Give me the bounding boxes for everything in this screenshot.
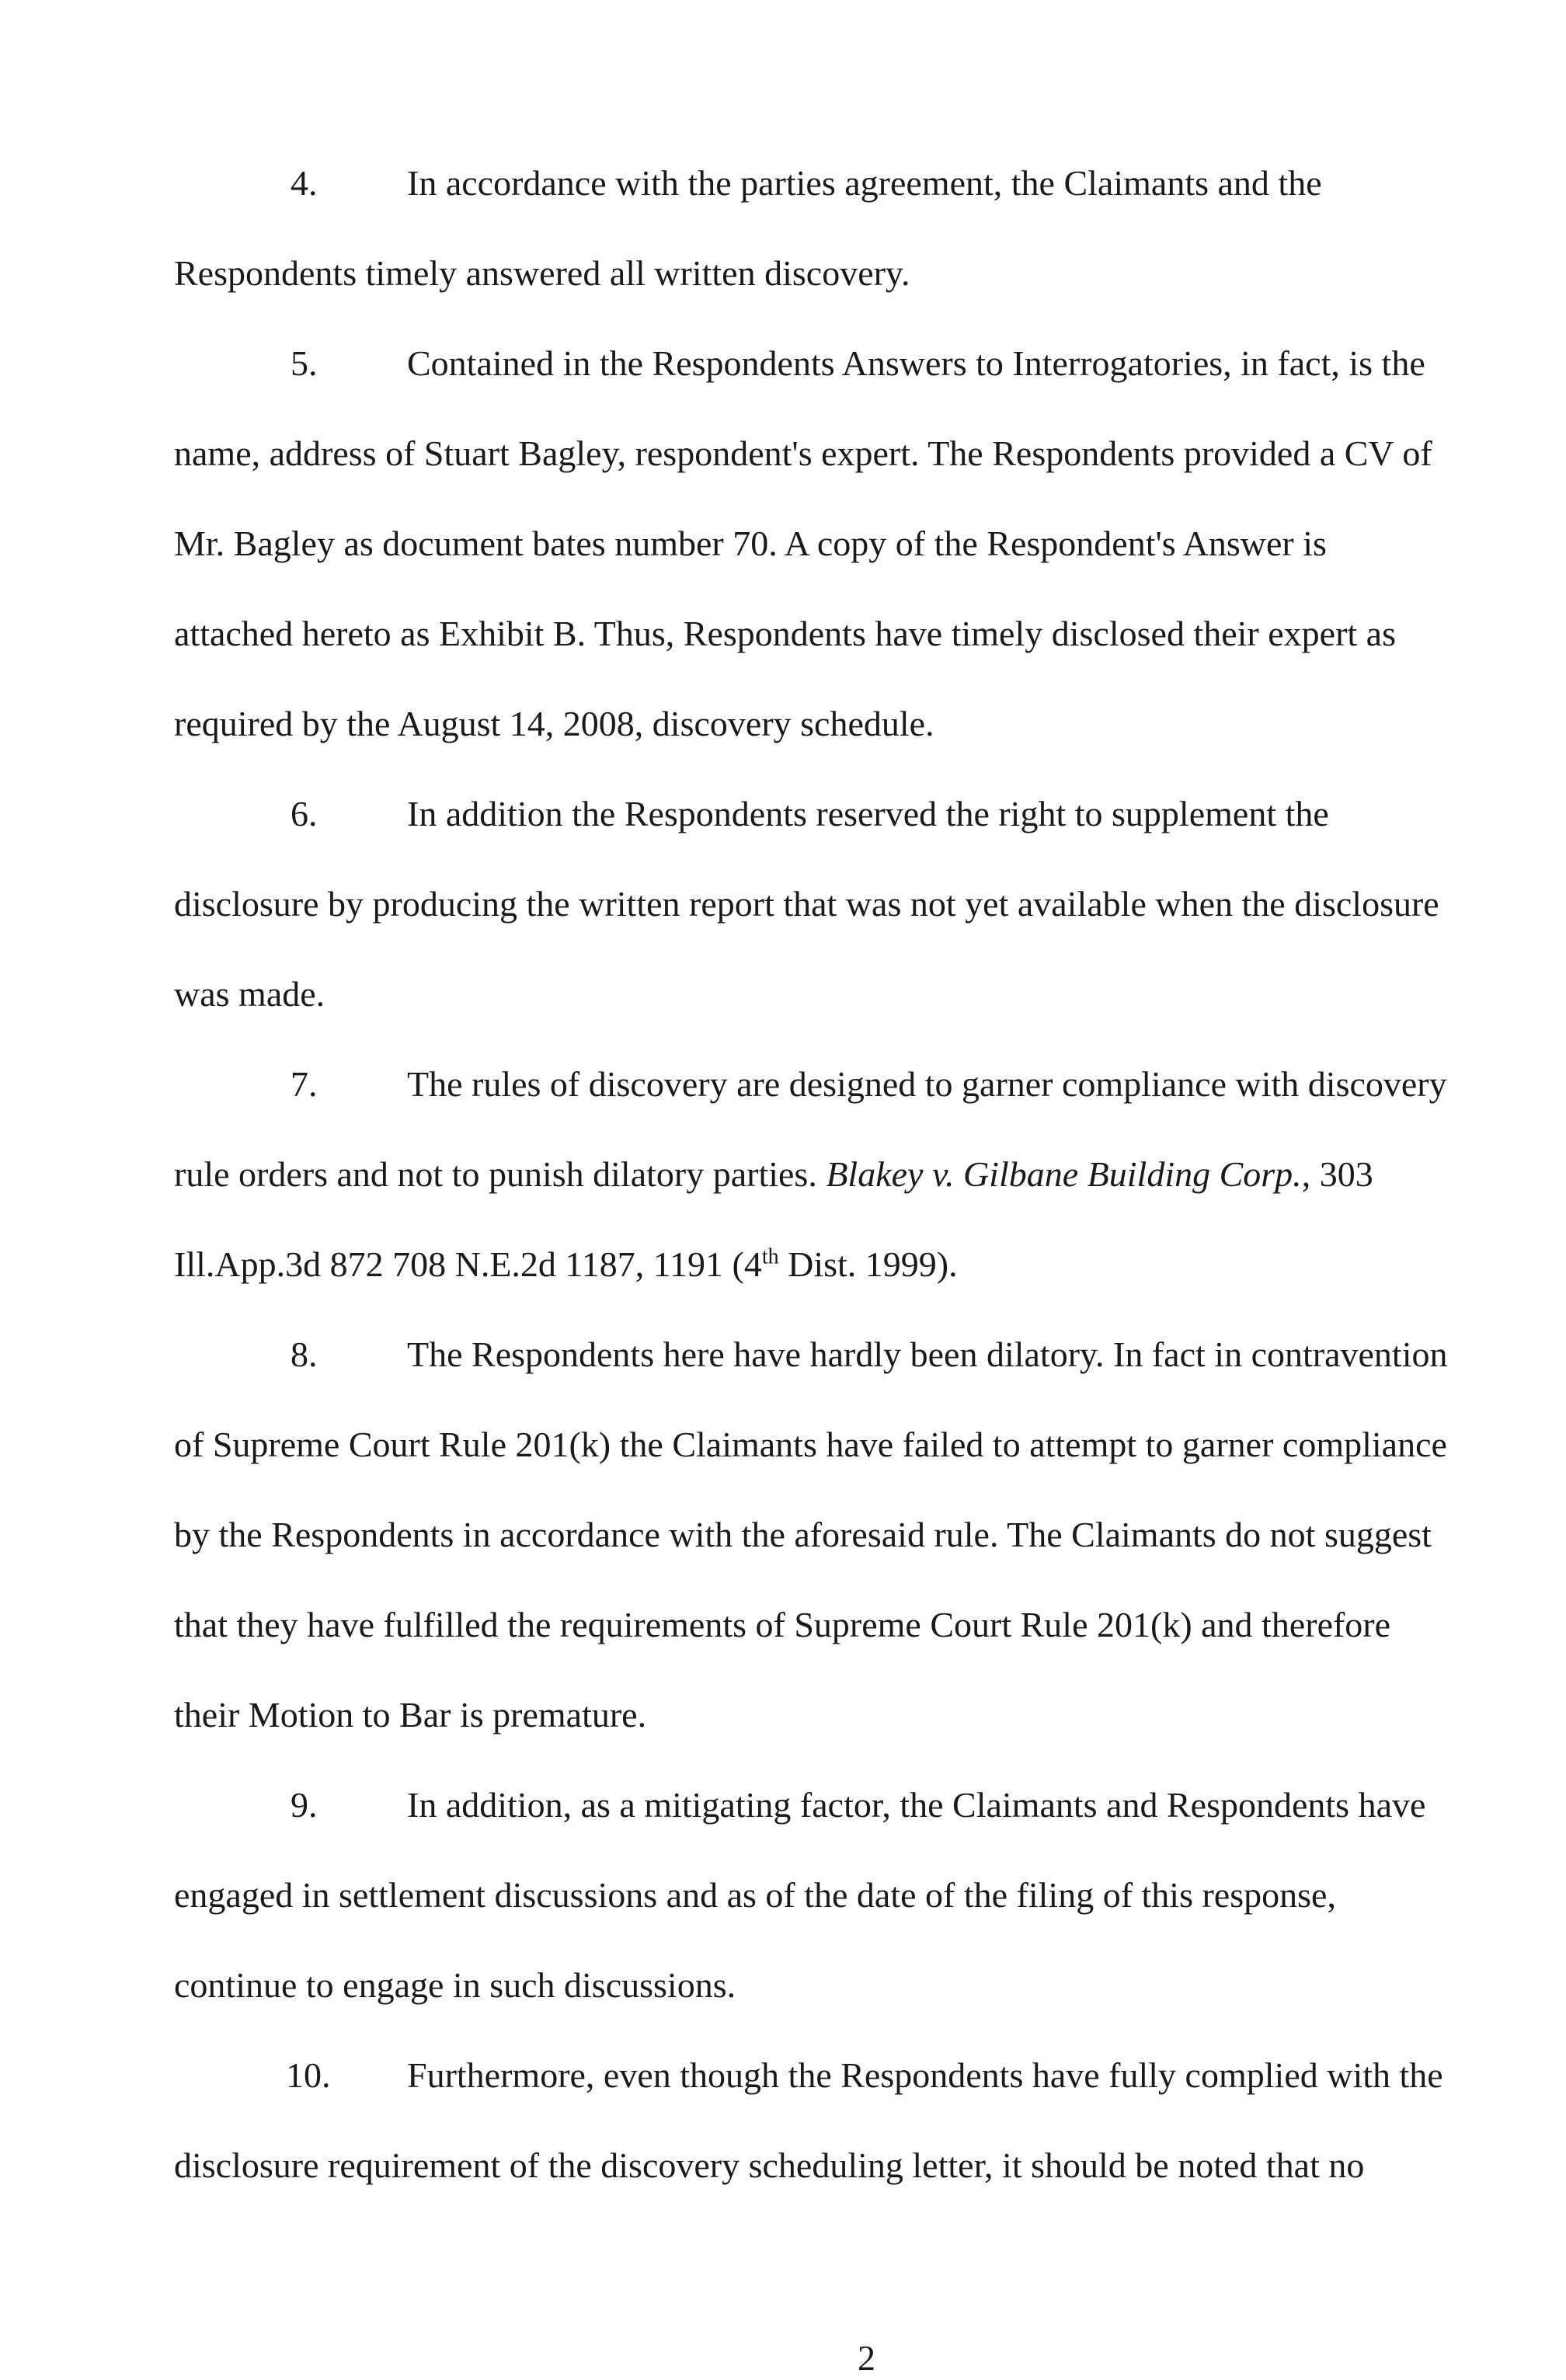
paragraph-line: engaged in settlement discussions and as of the date of the filing of this response, [174,1875,1336,1915]
paragraph-number: 7. [291,1064,318,1104]
paragraph-line: required by the August 14, 2008, discovery schedule. [174,704,934,743]
paragraph-line: disclosure requirement of the discovery scheduling letter, it should be noted that no [174,2145,1365,2185]
paragraph-line: attached hereto as Exhibit B. Thus, Respondents have timely disclosed their expert as [174,614,1396,653]
ordinal-superscript: th [761,1244,779,1269]
paragraph-line: In addition the Respondents reserved the right to supplement the [407,794,1329,833]
paragraph-line: by the Respondents in accordance with the aforesaid rule. The Claimants do not suggest [174,1515,1432,1554]
case-name: Blakey v. Gilbane Building Corp. [826,1154,1302,1194]
paragraph-line: Contained in the Respondents Answers to Interrogatories, in fact, is the [407,343,1425,383]
paragraph-number: 5. [291,343,318,383]
paragraph-line: their Motion to Bar is premature. [174,1695,647,1735]
reporter-text: Ill.App.3d 872 708 N.E.2d 1187, 1191 (4 [174,1244,762,1284]
reporter-text: Dist. 1999). [778,1244,958,1284]
paragraph-number: 4. [291,163,318,203]
paragraph-line: was made. [174,974,325,1014]
paragraph-line: disclosure by producing the written report that was not yet available when the disclosure [174,884,1439,924]
paragraph-line: In accordance with the parties agreement, the Claimants and the [407,163,1322,203]
paragraph-number: 10. [286,2055,331,2095]
paragraph-line: Mr. Bagley as document bates number 70. A copy of the Respondent's Answer is [174,524,1327,563]
citation-text: , 303 [1301,1154,1373,1194]
paragraph-line: name, address of Stuart Bagley, respondent's expert. The Respondents provided a CV of [174,433,1432,473]
paragraph-number: 6. [291,794,318,833]
page-number: 2 [858,2338,875,2378]
paragraph-line: Respondents timely answered all written discovery. [174,253,910,293]
citation-line [174,1153,1373,1196]
citation-text: rule orders and not to punish dilatory parties. [174,1154,817,1194]
paragraph-line: In addition, as a mitigating factor, the Claimants and Respondents have [407,1785,1426,1825]
paragraph-line: The Respondents here have hardly been dilatory. In fact in contravention [407,1334,1448,1374]
paragraph-line: The rules of discovery are designed to garner compliance with discovery [407,1064,1447,1104]
paragraph-line: of Supreme Court Rule 201(k) the Claimants have failed to attempt to garner compliance [174,1425,1447,1464]
paragraph-line: Furthermore, even though the Respondents have fully complied with the [407,2055,1443,2095]
paragraph-line: continue to engage in such discussions. [174,1965,736,2005]
paragraph-number: 8. [291,1334,318,1374]
paragraph-line: that they have fulfilled the requirements of Supreme Court Rule 201(k) and therefore [174,1605,1391,1644]
reporter-line [174,1243,958,1286]
paragraph-number: 9. [291,1785,318,1825]
